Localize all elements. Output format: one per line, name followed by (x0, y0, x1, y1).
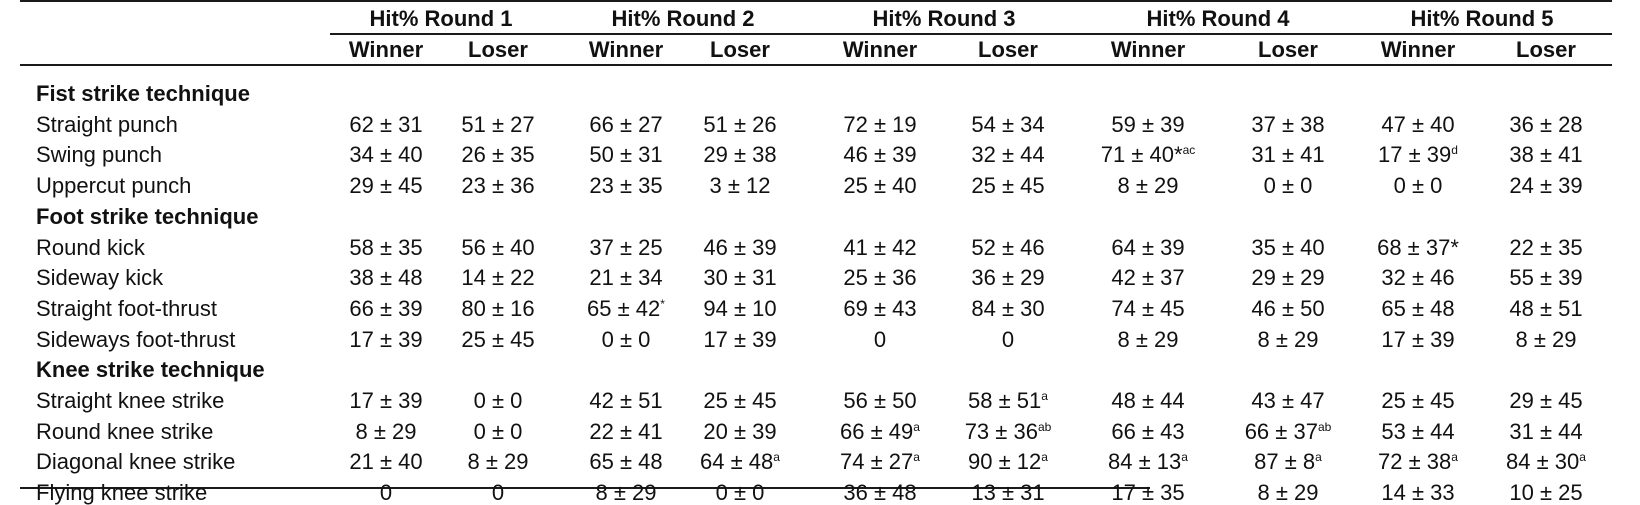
table-cell: 37 ± 25 (589, 234, 663, 260)
table-cell: $72 \pm 38^a$ (1378, 449, 1458, 475)
superscript-note: a (1315, 450, 1322, 465)
table-cell: 24 ± 39 (1509, 173, 1583, 199)
table-cell: 22 ± 41 (589, 418, 663, 444)
table-cell: 48 ± 44 (1111, 388, 1185, 413)
round-header-2: Hit% Round 2 (611, 6, 755, 31)
table-cell: 94 ± 10 (703, 295, 777, 321)
table-cell: 23 ± 35 (589, 173, 663, 199)
table-cell: 25 ± 45 (703, 388, 777, 413)
row-label: Straight punch (36, 111, 178, 137)
table-cell: $74 \pm 27^a$ (840, 449, 920, 475)
table-cell: 20 ± 39 (703, 418, 777, 444)
round-header-5: Hit% Round 5 (1410, 6, 1554, 31)
table-cell: 17 ± 39 (349, 388, 423, 413)
row-label: Sideway kick (36, 265, 164, 291)
table-cell: 8 ± 29 (467, 449, 529, 475)
table-cell: $58 \pm 51^a$ (968, 388, 1048, 413)
table-cell: 22 ± 35 (1509, 234, 1583, 260)
table-cell: $17 \pm 39^d$ (1378, 142, 1458, 168)
table-cell: 66 ± 27 (589, 111, 663, 137)
row-label: Swing punch (36, 142, 162, 168)
table-cell: 84 ± 30 (971, 295, 1045, 321)
table-cell: 58 ± 35 (349, 234, 423, 260)
table-cell: 53 ± 44 (1381, 418, 1455, 444)
table-cell: 65 ± 48 (589, 449, 663, 475)
table-cell: 29 ± 29 (1251, 265, 1325, 291)
table-cell: 51 ± 26 (703, 111, 777, 137)
winner-header-round-4: Winner (1110, 37, 1186, 62)
table-cell: 42 ± 37 (1111, 265, 1185, 291)
table-cell: 72 ± 19 (843, 111, 917, 137)
table-cell: 0 (379, 480, 393, 505)
table-cell: 47 ± 40 (1381, 111, 1455, 137)
superscript-note: ab (1037, 419, 1052, 434)
table-cell: 56 ± 40 (461, 234, 535, 260)
table-cell: 69 ± 43 (843, 295, 917, 321)
table-cell: 8 ± 29 (1257, 326, 1319, 352)
table-cell: 8 ± 29 (1117, 173, 1179, 199)
superscript-note: a (913, 419, 920, 434)
table-cell: 51 ± 27 (461, 111, 535, 137)
table-cell: 62 ± 31 (349, 111, 423, 137)
winner-header-round-1: Winner (348, 37, 424, 62)
table-cell: 17 ± 39 (703, 326, 777, 352)
table-cell: $66 \pm 49^a$ (840, 418, 920, 444)
table-cell: 14 ± 33 (1381, 480, 1455, 505)
table-cell: 25 ± 36 (843, 265, 917, 291)
table-cell: 17 ± 35 (1111, 480, 1185, 505)
table-cell: 71 ± 40*$^{ac}$ (1100, 142, 1196, 168)
row-label: Round knee strike (36, 418, 214, 444)
table-cell: 35 ± 40 (1251, 234, 1325, 260)
table-cell: 10 ± 25 (1509, 480, 1583, 505)
top-rule (20, 0, 1612, 2)
superscript-note: ac (1182, 143, 1196, 158)
table-cell: 29 ± 38 (703, 142, 777, 168)
table-cell: 36 ± 29 (971, 265, 1045, 291)
table-cell: 66 ± 39 (349, 295, 423, 321)
row-label: Sideways foot-thrust (36, 326, 236, 352)
table-cell: 43 ± 47 (1251, 388, 1325, 413)
row-label: Flying knee strike (36, 480, 208, 505)
table-cell: 36 ± 28 (1509, 111, 1583, 137)
superscript-note: a (1181, 450, 1188, 465)
table-cell: 31 ± 44 (1509, 418, 1583, 444)
table-cell: 8 ± 29 (1117, 326, 1179, 352)
table-cell: 29 ± 45 (349, 173, 423, 199)
round-header-1: Hit% Round 1 (369, 6, 513, 31)
superscript-note: ab (1317, 419, 1332, 434)
superscript-note: a (913, 450, 920, 465)
superscript-note: d (1451, 143, 1458, 158)
table-cell: 21 ± 34 (589, 265, 663, 291)
winner-header-round-2: Winner (588, 37, 664, 62)
row-label: Round kick (36, 234, 145, 260)
table-cell: 65 ± 48 (1381, 295, 1455, 321)
table-cell: 56 ± 50 (843, 388, 917, 413)
superscript-note: a (1041, 389, 1048, 403)
table-cell: 13 ± 31 (971, 480, 1045, 505)
table-cell: 8 ± 29 (355, 418, 417, 444)
table-cell: 17 ± 39 (349, 326, 423, 352)
table-cell: 66 ± 43 (1111, 418, 1185, 444)
table-cell: 65 ± 42* (587, 295, 665, 321)
table-cell: 3 ± 12 (709, 173, 771, 199)
table-cell: 36 ± 48 (843, 480, 917, 505)
table-cell: 0 ± 0 (715, 480, 765, 505)
superscript-note: * (660, 296, 665, 311)
table-cell: 46 ± 39 (843, 142, 917, 168)
table-cell: 0 ± 0 (1393, 173, 1443, 199)
section-title: Foot strike technique (36, 203, 259, 229)
header-rule (330, 33, 1612, 35)
table-cell: 30 ± 31 (703, 265, 777, 291)
table-cell: 34 ± 40 (349, 142, 423, 168)
table-cell: $90 \pm 12^a$ (968, 449, 1048, 475)
table-cell: 31 ± 41 (1251, 142, 1325, 168)
table-cell: 52 ± 46 (971, 234, 1045, 260)
table-cell: 0 ± 0 (473, 388, 523, 413)
loser-header-round-4: Loser (1258, 37, 1318, 62)
row-label: Uppercut punch (36, 173, 192, 199)
table-cell: 46 ± 39 (703, 234, 777, 260)
loser-header-round-2: Loser (710, 37, 770, 62)
table-cell: 42 ± 51 (589, 388, 663, 413)
table-cell: 0 (1001, 326, 1015, 352)
table-cell: 0 (491, 480, 505, 505)
superscript-note: a (1451, 450, 1458, 465)
table-cell: 55 ± 39 (1509, 265, 1583, 291)
table-cell: 46 ± 50 (1251, 295, 1325, 321)
table-cell: $87 \pm 8^a$ (1254, 449, 1322, 475)
superscript-note: a (1041, 450, 1048, 465)
table-cell: 25 ± 40 (843, 173, 917, 199)
table-cell: 48 ± 51 (1509, 295, 1583, 321)
table-cell: $66 \pm 37^{ab}$ (1244, 418, 1332, 444)
table-cell: 0 ± 0 (1263, 173, 1313, 199)
section-title: Knee strike technique (36, 357, 265, 383)
table-cell: $64 \pm 48^a$ (700, 449, 780, 475)
row-label: Straight foot-thrust (36, 295, 217, 321)
row-label: Straight knee strike (36, 388, 225, 413)
table-cell: 38 ± 41 (1509, 142, 1583, 168)
table-cell: 41 ± 42 (843, 234, 917, 260)
table-cell: 74 ± 45 (1111, 295, 1185, 321)
table-cell: 17 ± 39 (1381, 326, 1455, 352)
table-cell: 32 ± 44 (971, 142, 1045, 168)
winner-header-round-3: Winner (842, 37, 918, 62)
loser-header-round-1: Loser (468, 37, 528, 62)
table-cell: 0 (873, 326, 887, 352)
table-cell: $84 \pm 13^a$ (1108, 449, 1188, 475)
table-cell: 8 ± 29 (595, 480, 657, 505)
table-cell: 25 ± 45 (1381, 388, 1455, 413)
table-cell: 32 ± 46 (1381, 265, 1455, 291)
winner-header-round-5: Winner (1380, 37, 1456, 62)
table-cell: 14 ± 22 (461, 265, 535, 291)
loser-header-round-3: Loser (978, 37, 1038, 62)
loser-header-round-5: Loser (1516, 37, 1576, 62)
superscript-note: a (773, 450, 780, 465)
table-cell: 0 ± 0 (601, 326, 651, 352)
table-cell: 59 ± 39 (1111, 111, 1185, 137)
table-cell: 68 ± 37* (1377, 234, 1459, 260)
table-cell: 38 ± 48 (349, 265, 423, 291)
table-cell: 21 ± 40 (349, 449, 423, 475)
subheader-rule (20, 64, 1612, 66)
table-cell: $84 \pm 30^a$ (1506, 449, 1586, 475)
table-cell: 54 ± 34 (971, 111, 1045, 137)
table-cell: 64 ± 39 (1111, 234, 1185, 260)
table-cell: 0 ± 0 (473, 418, 523, 444)
table-cell: 25 ± 45 (971, 173, 1045, 199)
table-cell: 26 ± 35 (461, 142, 535, 168)
section-title: Fist strike technique (36, 81, 250, 106)
round-header-3: Hit% Round 3 (872, 6, 1016, 31)
table-cell: $73 \pm 36^{ab}$ (964, 418, 1052, 444)
table-cell: 25 ± 45 (461, 326, 535, 352)
superscript-note: a (1579, 450, 1586, 465)
table-cell: 29 ± 45 (1509, 388, 1583, 413)
row-label: Diagonal knee strike (36, 449, 236, 475)
table-cell: 37 ± 38 (1251, 111, 1325, 137)
table-cell: 8 ± 29 (1515, 326, 1577, 352)
table-cell: 50 ± 31 (589, 142, 663, 168)
table-cell: 8 ± 29 (1257, 480, 1319, 505)
table-cell: 80 ± 16 (461, 295, 535, 321)
round-header-4: Hit% Round 4 (1146, 6, 1290, 31)
table-cell: 23 ± 36 (461, 173, 535, 199)
